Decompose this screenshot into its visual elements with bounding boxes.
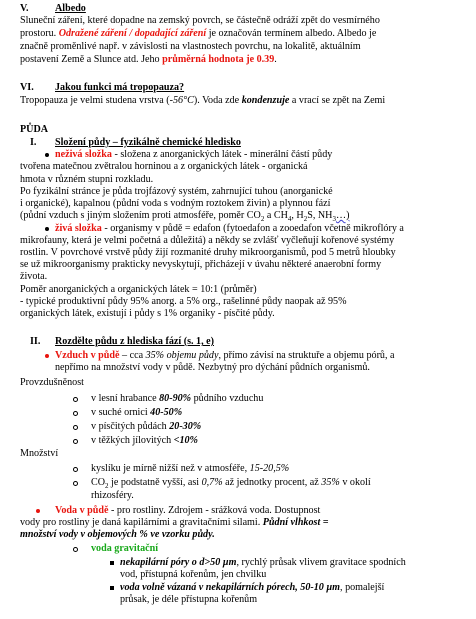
living-line-1: živá složka - organismy v půdě = edafon (fytoedafon a zooedafon včetně mikroflóry a [55,223,404,234]
gravity-water-label: voda gravitační [91,543,159,554]
ratio-line-3: organických látek, existují i půdy s 1% organiky - písčité půdy. [20,308,275,319]
square-bullet-icon [110,561,114,565]
amount-item-co2: $CO_2$ je podstatně vyšší, asi 0,7% až jednotky procent, až 35% v okolí [91,477,371,491]
amount-item-co2-cont: rhizosféry. [91,490,134,501]
section-v-title: Albedo [55,3,86,14]
albedo-average-value: průměrná hodnota je 0.39 [162,54,275,65]
nonliving-label: neživá složka [55,149,112,160]
bullet-icon [36,509,40,513]
nonliving-line: neživá složka - složena z anorganických látek - minerální částí půdy [55,149,333,160]
water-label: Voda v půdě [55,505,109,516]
gravity-item-1-cont: vod, přístupná kořenům, jen chvilku [120,569,267,580]
amount-heading: Množství [20,448,59,459]
gravity-item-2-cont: průsak, je déle přístupna kořenům [120,594,258,605]
albedo-line-2: prostoru. Odražené záření / dopadající záření je označován termínem albedo. Albedo je [20,28,377,39]
albedo-formula: Odražené záření / dopadající záření [58,28,207,39]
circle-bullet-icon [73,547,78,552]
air-line-2: nepřímo na množství vody v půdě. Nezbytný pro dýchání půdních organismů. [55,362,370,373]
air-label: Vzduch v půdě [55,350,120,361]
water-line-3: množství vody v objemových % ve vzorku půdy. [20,529,215,540]
living-line-3: rostlin. V povrchové vrstvě půdy žijí rozmanité druhy mikroorganismů, pod 5 metrů hloubky [20,247,396,258]
air-line-1: Vzduch v půdě – cca 35% objemu půdy, přímo závisí na struktuře a objemu pórů, a [55,350,395,361]
physical-line-2: i organické), kapalnou (půdní voda s vodným roztokem živin) a plynnou fází [20,198,331,209]
aeration-heading: Provzdušněnost [20,377,84,388]
tropopause-line: Tropopauza je velmi studena vrstva (-56°C). Voda zde kondenzuje a vrací se zpět na Zemi [20,95,386,106]
nonliving-line-2: tvořena matečnou zvětralou horninou a z organických látek - organická [20,161,308,172]
ratio-line-2: - typické produktivní půdy 95% anorg. a 5% org., rašelinné půdy naopak až 95% [20,296,347,307]
living-line-5: života. [20,271,48,282]
albedo-line-1: Sluneční záření, které dopadne na zemský povrch, se částečně odráží zpět do vesmírného [20,15,380,26]
physical-line-1: Po fyzikální stránce je půda trojfázový systém, zahrnující tuhou (anorganické [20,186,333,197]
circle-bullet-icon [73,481,78,486]
physical-line-3: (půdní vzduch s jiným složením proti atmosféře, poměr $CO_2$ a $CH_4$, $H_2S$, $NH_3\dots$) [20,210,350,224]
ratio-line-1: Poměr anorganických a organických látek = 10:1 (průměr) [20,284,257,295]
living-line-2: mikrofauny, která je velmi početná a důležitá) a někdy se zvlášť vyčleňují kořenové systémy [20,235,395,246]
section-i-title: Složení půdy – fyzikálně chemické hledisko [55,137,241,148]
section-i-number: I. [30,137,37,148]
aeration-item-clay: v těžkých jílovitých <10% [91,435,198,446]
circle-bullet-icon [73,411,78,416]
bullet-icon [45,227,49,231]
albedo-line-4: postavení Země a Slunce atd. Jeho průměrná hodnota je 0.39. [20,54,277,65]
circle-bullet-icon [73,397,78,402]
section-ii-title: Rozdělte půdu z hlediska fází (s. 1, e) [55,336,214,347]
aeration-item-sandy: v písčitých půdách 20-30% [91,421,202,432]
gravity-item-2: voda volně vázaná v nekapilárních pórech, 50-10 µm, pomalejší [120,582,385,593]
amount-item-oxygen: kyslíku je mírně nižší než v atmosféře, 15-20,5% [91,463,290,474]
circle-bullet-icon [73,439,78,444]
water-line-1: Voda v půdě - pro rostliny. Zdrojem - srážková voda. Dostupnost [55,505,321,516]
section-ii-number: II. [30,336,41,347]
section-v-number: V. [20,3,29,14]
puda-heading: PŮDA [20,124,49,135]
section-vi-number: VI. [20,82,34,93]
section-vi-title: Jakou funkci má tropopauza? [55,82,185,93]
bullet-icon [45,153,49,157]
aeration-item-arable: v suché ornici 40-50% [91,407,183,418]
bullet-icon [45,354,49,358]
living-label: živá složka [55,223,102,234]
circle-bullet-icon [73,467,78,472]
square-bullet-icon [110,586,114,590]
water-line-2: vody pro rostliny je daná kapilárními a gravitačními silami. Půdní vlhkost = [20,517,329,528]
circle-bullet-icon [73,425,78,430]
living-line-4: se už mikroorganismy prakticky nevyskytují, přicházejí v úvahu některé anaerobní formy [20,259,382,270]
albedo-line-3: značně proměnlivé např. v závislosti na vlastnostech povrchu, na lokalitě, aktuálním [20,41,361,52]
aeration-item-forest: v lesní hrabance 80-90% půdního vzduchu [91,393,264,404]
nonliving-line-3: hmota v různém stupni rozkladu. [20,174,154,185]
gravity-item-1: nekapilární póry o d>50 µm, rychlý průsak vlivem gravitace spodních [120,557,406,568]
